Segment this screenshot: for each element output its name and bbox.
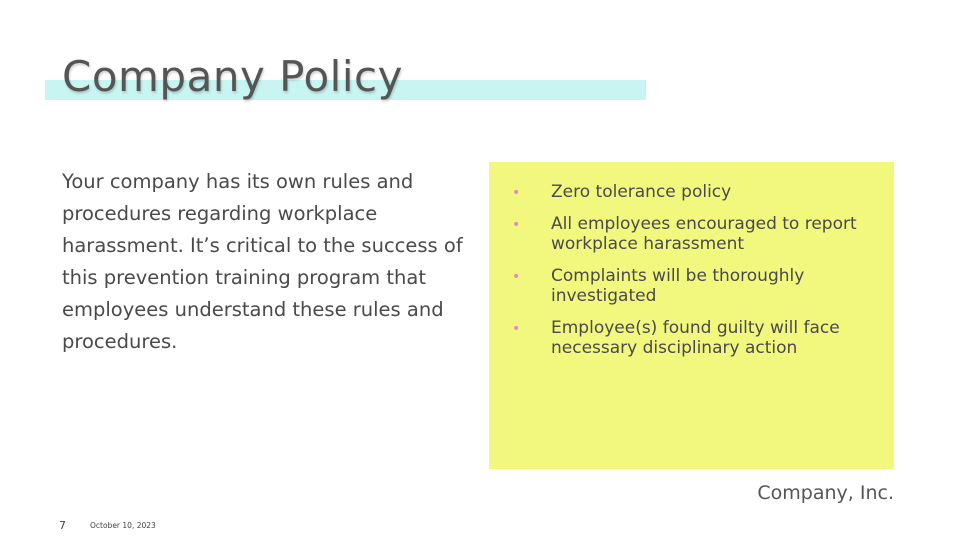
body-paragraph: Your company has its own rules and procedures regarding workplace harassment. It’s critical to the success of this prevention training program that employees understand these rules and procedures. (62, 170, 463, 353)
bullet-text: Complaints will be thoroughly investigated (551, 266, 805, 306)
bullet-text: Zero tolerance policy (551, 182, 732, 202)
list-item (489, 182, 894, 202)
slide-date: October 10, 2023 (90, 521, 156, 530)
list-item (489, 318, 894, 358)
bullet-dot-icon: • (512, 185, 521, 201)
bullet-dot-icon: • (512, 269, 521, 285)
slide-title: Company Policy (62, 52, 403, 101)
bullet-dot-icon: • (512, 217, 521, 233)
bullet-text: All employees encouraged to report workplace harassment (551, 214, 857, 254)
list-item (489, 214, 894, 254)
policy-panel (489, 162, 894, 469)
bullet-text: Employee(s) found guilty will face necessary disciplinary action (551, 318, 840, 358)
page-number: 7 (59, 519, 66, 532)
policy-bullet-list (489, 182, 894, 370)
list-item (489, 266, 894, 306)
company-name: Company, Inc. (757, 482, 894, 504)
bullet-dot-icon: • (512, 321, 521, 337)
